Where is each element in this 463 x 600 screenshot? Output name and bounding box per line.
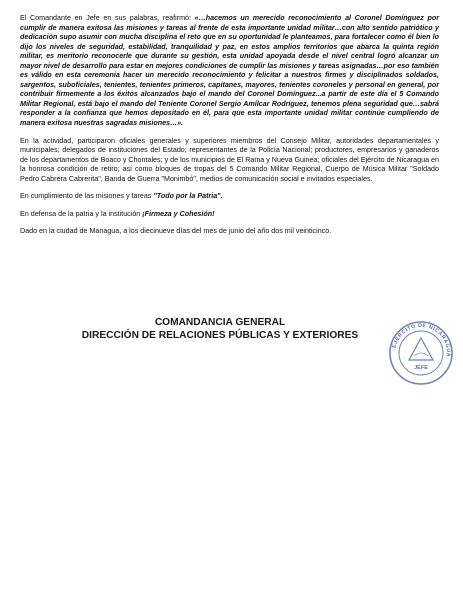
- signature-line-1: COMANDANCIA GENERAL: [154, 317, 286, 328]
- signature-line-2: DIRECCIÓN DE RELACIONES PÚBLICAS Y EXTERIORES: [81, 330, 359, 341]
- motto-firmeza-cohesion: ¡Firmeza y Cohesión!: [142, 209, 215, 218]
- paragraph-missions: [20, 192, 439, 202]
- official-seal-icon: [388, 320, 454, 386]
- defense-intro: En defensa de la patria y la institución: [20, 209, 143, 218]
- seal-ring-text: EJÉRCITO DE NICARAGUA: [391, 322, 452, 358]
- quote-intro: El Comandante en Jefe en sus palabras, reafirmó:: [20, 14, 195, 22]
- motto-todo-por-la-patria: "Todo por la Patria".: [153, 192, 223, 201]
- paragraph-participants: En la actividad, participaron oficiales generales y superiores miembros del Consejo Militar, autoridades departamentales y municipales; delegados de instituciones del Estado; representantes de la Policía Nacional; productores, empresarios y ganaderos de los departamentos de Boaco y Chontales; y de los municipios de El Rama y Nueva Guinea; oficiales del Ejército de Nicaragua en la honrosa condición de retiro; así como bloques de tropas del 5 Comando Militar Regional, Cuerpo de Música Militar "Soldado Pedro Cabrera Cabrerita", Banda de Guerra "Monimbó", medios de comunicación social e invitados especiales.: [20, 136, 439, 183]
- document-body: [20, 14, 439, 245]
- missions-intro: En cumplimiento de las misiones y tareas: [20, 192, 154, 201]
- seal-center-text: JEFE: [414, 365, 428, 371]
- paragraph-defense: [20, 210, 439, 220]
- svg-text:EJÉRCITO DE NICARAGUA: [392, 323, 452, 357]
- paragraph-date: Dado en la ciudad de Managua, a los diecinueve días del mes de junio del año dos mil veinticinco.: [20, 227, 332, 236]
- signature-block: [60, 316, 380, 342]
- quote-text: «…hacemos un merecido reconocimiento al Coronel Domínguez por cumplir de manera exitosa las misiones y tareas al frente de esta importante unidad militar…con alto sentido patriótico y dedicación supo asumir con mucha disciplina el reto que en su oportunidad le planteamos, para fortalecer como él bien lo dijo los niveles de seguridad, estabilidad, tranquilidad y paz, en estos amplios territorios que abarca la quinta región militar, es meritorio reconocerle que durante su gestión, esta unidad apoyada desde el nivel central logró alcanzar un mayor nivel de desarrollo para estar en mejores condiciones de cumplir las misiones y tareas asignadas…por eso también es válido en esta ceremonia hacer un merecido reconocimiento y felicitar a nuestros firmes y disciplinados soldados, sargentos, suboficiales, tenientes, tenientes primeros, capitanes, mayores, tenientes coroneles y personal en general, por contribuir firmemente a los éxitos alcanzados bajo el mando del Coronel Domínguez...a partir de este día el 5 Comando Militar Regional, está bajo el mando del Teniente Coronel Sergio Amílcar Rodríguez, tenemos plena seguridad que…sabrá responder a la confianza que hemos depositado en él, para que esta importante unidad militar continúe cumpliendo de manera exitosa nuestras sagradas misiones…».: [20, 14, 440, 128]
- paragraph-quote: [20, 14, 439, 129]
